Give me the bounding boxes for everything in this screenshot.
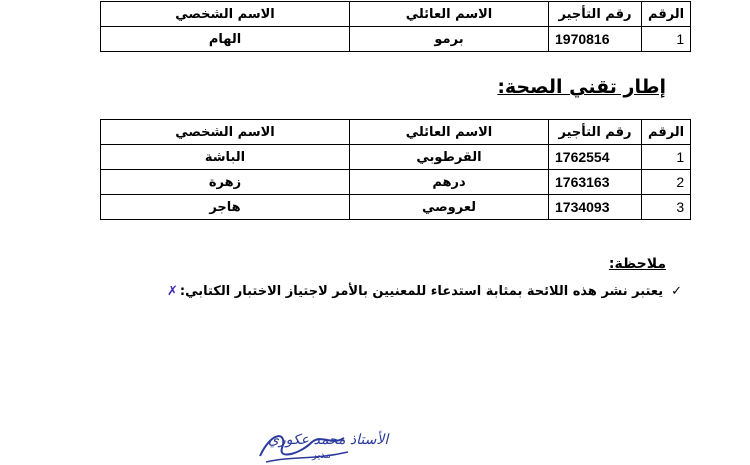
table-row xyxy=(101,145,691,170)
cell-family-name: برمو xyxy=(350,27,549,52)
checkmark-icon: ✓ xyxy=(671,284,682,299)
cell-number: 2 xyxy=(642,170,691,195)
cell-number: 1 xyxy=(642,145,691,170)
header-given-name: الاسم الشخصي xyxy=(101,2,350,27)
header-number: الرقم xyxy=(642,120,691,145)
cell-family-name: القرطوبي xyxy=(350,145,549,170)
header-family-name: الاسم العائلي xyxy=(350,120,549,145)
cell-family-name: لعروصي xyxy=(350,195,549,220)
note-text: يعتبر نشر هذه اللائحة بمثابة استدعاء للمعنيين بالأمر لاجتياز الاختبار الكتابي: xyxy=(179,284,664,299)
cell-registration: 1970816 xyxy=(549,27,642,52)
header-number: الرقم xyxy=(642,2,691,27)
cell-registration: 1734093 xyxy=(549,195,642,220)
cell-given-name: زهرة xyxy=(101,170,350,195)
table-row xyxy=(101,195,691,220)
table-header-row xyxy=(101,120,691,145)
table-header-row xyxy=(101,2,691,27)
cell-given-name: الهام xyxy=(101,27,350,52)
result-table-2 xyxy=(100,119,691,220)
note-line xyxy=(167,284,682,299)
handwritten-check-mark-icon: ✗ xyxy=(166,284,178,299)
cell-given-name: الباشة xyxy=(101,145,350,170)
cell-number: 1 xyxy=(642,27,691,52)
signature-name: الأستاذ محمد عكوري xyxy=(268,432,389,448)
header-family-name: الاسم العائلي xyxy=(350,2,549,27)
cell-number: 3 xyxy=(642,195,691,220)
table-row xyxy=(101,27,691,52)
header-registration: رقم التأجير xyxy=(549,120,642,145)
header-registration: رقم التأجير xyxy=(549,2,642,27)
cell-registration: 1763163 xyxy=(549,170,642,195)
cell-family-name: درهم xyxy=(350,170,549,195)
note-title: ملاحظة: xyxy=(608,256,666,272)
cell-given-name: هاجر xyxy=(101,195,350,220)
header-given-name: الاسم الشخصي xyxy=(101,120,350,145)
table-row xyxy=(101,170,691,195)
signature-title: مدير xyxy=(312,450,331,461)
section-title: إطار تقني الصحة: xyxy=(497,76,666,98)
cell-registration: 1762554 xyxy=(549,145,642,170)
result-table-1 xyxy=(100,1,691,52)
